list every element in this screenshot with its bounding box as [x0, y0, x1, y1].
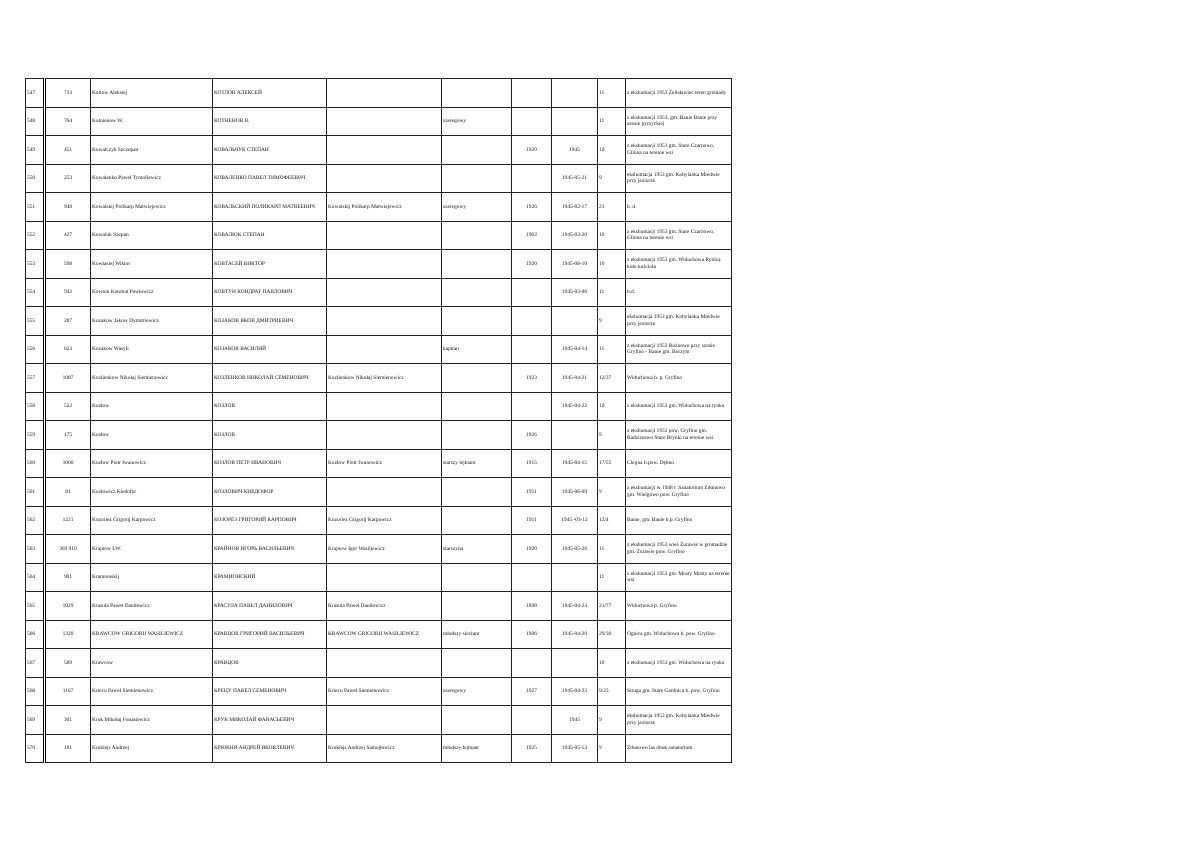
cell-notes: z ekshumacji 1953 gm. Widuchowa Rynica koło kościoła: [626, 250, 732, 279]
table-row: [26, 563, 732, 592]
cell-name-polish-full: [327, 392, 442, 421]
cell-name-polish-full: [327, 307, 442, 336]
cell-row-number: 558: [26, 392, 45, 421]
cell-name-russian: КОВТУН КОНДРАТ ПАВЛОВИЧ: [213, 278, 327, 307]
cell-row-number: 561: [26, 478, 45, 507]
cell-record-number: 101: [45, 734, 91, 763]
cell-name-polish: Kozłow: [91, 392, 213, 421]
table-row: [26, 335, 732, 364]
cell-row-number: 548: [26, 107, 45, 136]
cell-name-polish: Kowaluk Szepan: [91, 221, 213, 250]
cell-record-number: 522: [45, 392, 91, 421]
cell-birth-year: 1926: [512, 421, 552, 450]
cell-birth-year: [512, 278, 552, 307]
cell-military-rank: [442, 221, 512, 250]
cell-death-date: [552, 649, 598, 678]
cell-record-number: 1087: [45, 364, 91, 393]
table-row: [26, 506, 732, 535]
table-row: [26, 592, 732, 621]
cell-name-polish-full: [327, 164, 442, 193]
table-row: [26, 620, 732, 649]
cell-name-polish: Kriecu Paweł Siemienowicz: [91, 677, 213, 706]
cell-notes: b. d.: [626, 193, 732, 222]
cell-record-number: 1221: [45, 506, 91, 535]
cell-notes: z ekshumacji 1953 gm. Widuchowa na rynku: [626, 392, 732, 421]
cell-birth-year: 1898: [512, 592, 552, 621]
cell-name-russian: КОЗАКОВ ВАСИЛИЙ: [213, 335, 327, 364]
cell-birth-year: 1920: [512, 250, 552, 279]
cell-military-rank: szeregowy: [442, 193, 512, 222]
cell-name-polish-full: [327, 335, 442, 364]
cell-military-rank: [442, 706, 512, 735]
cell-name-russian: КОЗЛОВ ПЕТР ИВАНОВИЧ: [213, 449, 327, 478]
cell-birth-year: [512, 392, 552, 421]
cell-death-date: 1945 -03-12: [552, 506, 598, 535]
cell-row-number: 553: [26, 250, 45, 279]
cell-record-number: 764: [45, 107, 91, 136]
cell-row-number: 556: [26, 335, 45, 364]
cell-name-polish-full: [327, 478, 442, 507]
cell-birth-year: 1920: [512, 136, 552, 165]
cell-name-polish-full: [327, 107, 442, 136]
cell-notes: z ekshumacji 1953 wieś Żurawie w gromadzie gm. Żurawie pow. Gryfino: [626, 535, 732, 564]
cell-row-number: 552: [26, 221, 45, 250]
cell-row-number: 570: [26, 734, 45, 763]
cell-record-number: 301: [45, 706, 91, 735]
cell-name-polish: Kotlow Aleksiej: [91, 79, 213, 108]
cell-row-number: 566: [26, 620, 45, 649]
cell-row-number: 568: [26, 677, 45, 706]
cell-name-polish: Kowalskij Polikarp Matwiejewicz: [91, 193, 213, 222]
cell-record-number: 1167: [45, 677, 91, 706]
cell-record-number: 451: [45, 136, 91, 165]
cell-grave-number: 10: [598, 250, 626, 279]
table-row: [26, 193, 732, 222]
cell-military-rank: [442, 649, 512, 678]
cell-row-number: 567: [26, 649, 45, 678]
cell-name-polish: Kozoriez Grigorij Karpowicz: [91, 506, 213, 535]
cell-notes: Widuchowa p. Gryfino: [626, 592, 732, 621]
table-row: [26, 107, 732, 136]
cell-name-polish-full: [327, 221, 442, 250]
cell-death-date: [552, 79, 598, 108]
cell-birth-year: [512, 164, 552, 193]
table-row: [26, 250, 732, 279]
cell-notes: z ekshumacji 1953, gm. Banie Banie przy szosie pyrzyckiej: [626, 107, 732, 136]
cell-birth-year: 1923: [512, 364, 552, 393]
cell-record-number: 427: [45, 221, 91, 250]
cell-notes: z ekshumacji 1953 gm. Stare Czarnowo, Glinna na terenie wsi: [626, 221, 732, 250]
cell-name-polish-full: [327, 136, 442, 165]
cell-grave-number: 10: [598, 136, 626, 165]
table-row: [26, 535, 732, 564]
cell-death-date: 1945-04-24: [552, 592, 598, 621]
cell-name-polish: Kozłow Piotr Iwanowicz: [91, 449, 213, 478]
cell-notes: z ekshumacji w 1948 r. Sanatorium Zdunowo gm. Wielgowo pow. Gryfino: [626, 478, 732, 507]
cell-grave-number: 11: [598, 107, 626, 136]
cell-notes: ekshumacja 1953 gm. Kobylanka Miedwie przy jeziorze: [626, 706, 732, 735]
cell-birth-year: 1911: [512, 506, 552, 535]
cell-name-polish-full: [327, 421, 442, 450]
cell-birth-year: [512, 335, 552, 364]
cell-grave-number: 11: [598, 335, 626, 364]
cell-grave-number: 12/4: [598, 506, 626, 535]
cell-death-date: 1945-04-15: [552, 449, 598, 478]
cell-record-number: 598: [45, 250, 91, 279]
cell-row-number: 569: [26, 706, 45, 735]
cell-record-number: 942: [45, 278, 91, 307]
cell-name-polish-full: [327, 278, 442, 307]
cell-death-date: 1945-04-22: [552, 392, 598, 421]
cell-military-rank: [442, 307, 512, 336]
cell-row-number: 547: [26, 79, 45, 108]
cell-row-number: 559: [26, 421, 45, 450]
cell-notes: z ekshumacji 1953 gm. Widuchowa na rynku: [626, 649, 732, 678]
cell-military-rank: szeregowy: [442, 107, 512, 136]
cell-name-russian: КРАВЦОВ: [213, 649, 327, 678]
cell-death-date: 1945-03-06: [552, 278, 598, 307]
cell-death-date: 1945-06-09: [552, 478, 598, 507]
cell-record-number: 589: [45, 649, 91, 678]
cell-birth-year: 1911: [512, 478, 552, 507]
cell-name-russian: КОЗОРЕЗ ГРИГОРИЙ КАРПОВИЧ: [213, 506, 327, 535]
cell-name-polish-full: Krasula Paweł Daniłowicz: [327, 592, 442, 621]
cell-name-russian: КОЗЛОВ: [213, 421, 327, 450]
cell-name-polish: Kowalenko Paweł Tymofiewicz: [91, 164, 213, 193]
cell-birth-year: 1926: [512, 193, 552, 222]
cell-name-polish-full: Kriecu Paweł Siemienowicz: [327, 677, 442, 706]
table-row: [26, 449, 732, 478]
cell-notes: b.d.: [626, 278, 732, 307]
cell-grave-number: 12/37: [598, 364, 626, 393]
cell-row-number: 560: [26, 449, 45, 478]
cell-notes: Struga gm. Stare Gardnica b. pow. Gryfino: [626, 677, 732, 706]
cell-military-rank: szeregowy: [442, 677, 512, 706]
cell-name-russian: КОЗЛОВИЧ КИЕДОФОР: [213, 478, 327, 507]
table-row: [26, 478, 732, 507]
cell-grave-number: 11: [598, 563, 626, 592]
cell-name-polish-full: [327, 563, 442, 592]
cell-birth-year: [512, 649, 552, 678]
cell-name-russian: КОВАЛЕНКО ПАВЕЛ ТИМОФЕЕВИЧ: [213, 164, 327, 193]
cell-grave-number: 9: [598, 706, 626, 735]
cell-name-russian: КРЮКНЯ АНДРЕЙ ЯКОВЛЕВИЧ: [213, 734, 327, 763]
table-row: [26, 164, 732, 193]
cell-grave-number: 21: [598, 193, 626, 222]
cell-death-date: [552, 107, 598, 136]
cell-military-rank: [442, 421, 512, 450]
cell-birth-year: [512, 107, 552, 136]
cell-birth-year: [512, 563, 552, 592]
cell-military-rank: młodszy sierżant: [442, 620, 512, 649]
cell-birth-year: 1920: [512, 535, 552, 564]
cell-military-rank: [442, 250, 512, 279]
cell-grave-number: 9: [598, 734, 626, 763]
cell-death-date: 1945: [552, 706, 598, 735]
cell-military-rank: [442, 364, 512, 393]
cell-military-rank: [442, 79, 512, 108]
cell-name-russian: КРАВЦОВ ГРИГОРИЙ ВАСИЛЬЕВИЧ: [213, 620, 327, 649]
cell-name-polish: Kowalczyk Szczepan: [91, 136, 213, 165]
cell-row-number: 557: [26, 364, 45, 393]
cell-birth-year: 1925: [512, 734, 552, 763]
cell-name-polish: Kozakow Jakow Dymitriewicz: [91, 307, 213, 336]
register-rows: [26, 79, 732, 763]
cell-military-rank: starszy lejtnant: [442, 449, 512, 478]
cell-notes: ekshumacja 1953 gm. Kobylanka Miedwie przy jeziorze: [626, 164, 732, 193]
cell-name-polish-full: Kozlienkow Nikołaj Siemienowicz: [327, 364, 442, 393]
cell-name-polish: Krajnow I.W.: [91, 535, 213, 564]
table-row: [26, 706, 732, 735]
cell-name-polish: Kruk Mikołaj Funasiewicz: [91, 706, 213, 735]
cell-military-rank: [442, 278, 512, 307]
cell-name-russian: КОВАЛЬСКИЙ ПОЛИКАРП МАТВЕЕВИЧ: [213, 193, 327, 222]
cell-death-date: [552, 563, 598, 592]
cell-notes: Chojna b.pow. Dębno: [626, 449, 732, 478]
cell-birth-year: 1915: [512, 449, 552, 478]
cell-military-rank: [442, 392, 512, 421]
cell-grave-number: 11: [598, 535, 626, 564]
cell-record-number: 948: [45, 193, 91, 222]
cell-name-polish-full: KRAWCOW GRIGORIJ WASILIEWICZ: [327, 620, 442, 649]
cell-name-polish: Kruklejs Andrzej: [91, 734, 213, 763]
cell-name-polish-full: [327, 250, 442, 279]
cell-name-polish-full: Krajnow Igor Wasiljewicz: [327, 535, 442, 564]
cell-grave-number: 9/23: [598, 677, 626, 706]
cell-death-date: 1945-04-14: [552, 335, 598, 364]
cell-notes: Zdunowo las obok sanatorium: [626, 734, 732, 763]
cell-record-number: 623: [45, 335, 91, 364]
cell-name-polish-full: Kozoriez Grigorij Karpowicz: [327, 506, 442, 535]
cell-name-russian: КРАМИОНСКИЙ: [213, 563, 327, 592]
cell-grave-number: 10: [598, 649, 626, 678]
cell-military-rank: młodszy lejtnant: [442, 734, 512, 763]
cell-row-number: 563: [26, 535, 45, 564]
burial-register-table: [25, 78, 732, 763]
cell-notes: z ekshumacji 1953 pow. Gryfino gm. Radziszewo Stare Brynki na terenie wsi: [626, 421, 732, 450]
cell-notes: ekshumacja 1953 gm. Kobylanka Miedwie przy jeziorze: [626, 307, 732, 336]
cell-grave-number: 29/30: [598, 620, 626, 649]
table-row: [26, 734, 732, 763]
table-row: [26, 649, 732, 678]
cell-name-russian: КОВАЛЬЧУК СТЕПАН: [213, 136, 327, 165]
cell-grave-number: 9: [598, 307, 626, 336]
cell-notes: z ekshumacji 1953 gm. Mosty Mosty na terenie wsi: [626, 563, 732, 592]
cell-military-rank: [442, 478, 512, 507]
cell-name-russian: КОЗЛЕНКОВ НИКОЛАЙ СЕМЕНОВИЧ: [213, 364, 327, 393]
cell-record-number: 1029: [45, 592, 91, 621]
cell-name-polish: Kowtun Kondrat Pawłowicz: [91, 278, 213, 307]
cell-name-polish-full: Kozłow Piotr Iwanowicz: [327, 449, 442, 478]
cell-row-number: 555: [26, 307, 45, 336]
cell-notes: Banie, gm. Banie b.p. Gryfino: [626, 506, 732, 535]
cell-name-polish-full: Kowalskij Polikarp Matwiejewicz: [327, 193, 442, 222]
cell-birth-year: [512, 79, 552, 108]
cell-military-rank: [442, 506, 512, 535]
table-row: [26, 421, 732, 450]
cell-row-number: 550: [26, 164, 45, 193]
cell-name-polish-full: [327, 706, 442, 735]
cell-record-number: 369 910: [45, 535, 91, 564]
cell-grave-number: 9: [598, 478, 626, 507]
cell-row-number: 551: [26, 193, 45, 222]
cell-military-rank: [442, 563, 512, 592]
cell-row-number: 564: [26, 563, 45, 592]
table-row: [26, 677, 732, 706]
cell-name-polish: KRAWCOW GRIGORIJ WASILIEWICZ: [91, 620, 213, 649]
cell-name-russian: КРЕЦУ ПАВЕЛ СЕМЕНОВИЧ: [213, 677, 327, 706]
cell-birth-year: [512, 706, 552, 735]
cell-row-number: 549: [26, 136, 45, 165]
cell-death-date: 1945-08-10: [552, 250, 598, 279]
cell-row-number: 554: [26, 278, 45, 307]
cell-row-number: 565: [26, 592, 45, 621]
cell-notes: Widuchowa b. p. Gryfino: [626, 364, 732, 393]
cell-death-date: 1945-04-20: [552, 620, 598, 649]
cell-name-russian: КРУК МИКОЛАЙ ФАНАСЬЕВИЧ: [213, 706, 327, 735]
cell-name-russian: КОВТАСЕЙ ВИКТОР: [213, 250, 327, 279]
cell-death-date: 1945-04-21: [552, 364, 598, 393]
cell-name-polish-full: [327, 649, 442, 678]
cell-name-russian: КОТНЕНОВ В.: [213, 107, 327, 136]
cell-death-date: 1945: [552, 136, 598, 165]
cell-birth-year: [512, 307, 552, 336]
cell-name-polish: Krawcow: [91, 649, 213, 678]
cell-name-polish: Kozłow: [91, 421, 213, 450]
cell-death-date: [552, 421, 598, 450]
cell-grave-number: 17/55: [598, 449, 626, 478]
cell-record-number: 175: [45, 421, 91, 450]
cell-name-russian: КРАЙНОВ ИГОРЬ ВАСИЛЬЕВИЧ: [213, 535, 327, 564]
cell-name-russian: КОЗЛОВ: [213, 392, 327, 421]
cell-death-date: 1945-05-26: [552, 535, 598, 564]
cell-record-number: 81: [45, 478, 91, 507]
cell-death-date: 1945-05-21: [552, 164, 598, 193]
cell-death-date: 1945-02-17: [552, 193, 598, 222]
cell-row-number: 562: [26, 506, 45, 535]
table-row: [26, 364, 732, 393]
cell-birth-year: 1902: [512, 221, 552, 250]
cell-birth-year: 1927: [512, 677, 552, 706]
table-row: [26, 136, 732, 165]
cell-name-polish: Kozłowicz Kiedofor: [91, 478, 213, 507]
cell-name-polish-full: [327, 79, 442, 108]
cell-name-russian: КОТЛОВ АЛЕКСЕЙ: [213, 79, 327, 108]
cell-record-number: 253: [45, 164, 91, 193]
cell-name-russian: КОВАЛЮК СТЕПАН: [213, 221, 327, 250]
cell-name-polish: Kozlienkow Nikołaj Siemienowicz: [91, 364, 213, 393]
cell-grave-number: 11: [598, 278, 626, 307]
cell-name-polish: Kramionskij: [91, 563, 213, 592]
cell-military-rank: starszyna: [442, 535, 512, 564]
cell-notes: z ekshumacji 1953 Rożnowo przy szosie Gryfino - Banie gm. Borzym: [626, 335, 732, 364]
table-row: [26, 79, 732, 108]
table-row: [26, 307, 732, 336]
cell-name-polish-full: Kruklejs Andrzej Samojłowicz: [327, 734, 442, 763]
cell-military-rank: [442, 592, 512, 621]
cell-name-polish: Kowtasiej Wiktor: [91, 250, 213, 279]
cell-name-polish: Krasula Paweł Daniłowicz: [91, 592, 213, 621]
cell-grave-number: 9: [598, 164, 626, 193]
table-row: [26, 221, 732, 250]
cell-military-rank: kapitan: [442, 335, 512, 364]
cell-name-russian: КРАСУЛА ПАВЕЛ ДАНИЛОВИЧ: [213, 592, 327, 621]
cell-name-polish: Kozakow Wasyli: [91, 335, 213, 364]
cell-record-number: 901: [45, 563, 91, 592]
cell-record-number: 733: [45, 79, 91, 108]
cell-record-number: 1320: [45, 620, 91, 649]
cell-notes: Ognica gm. Widuchowa b. pow. Gryfino: [626, 620, 732, 649]
cell-grave-number: 10: [598, 221, 626, 250]
cell-record-number: 287: [45, 307, 91, 336]
cell-record-number: 1060: [45, 449, 91, 478]
cell-grave-number: 9: [598, 421, 626, 450]
cell-notes: z ekshumacji 1953 Żelisławiec teren gromady: [626, 79, 732, 108]
cell-death-date: 1945-04-23: [552, 677, 598, 706]
cell-name-polish: Kotnienow W.: [91, 107, 213, 136]
cell-military-rank: [442, 164, 512, 193]
cell-grave-number: 10: [598, 392, 626, 421]
cell-death-date: 1945-05-13: [552, 734, 598, 763]
cell-birth-year: 1906: [512, 620, 552, 649]
cell-grave-number: 11: [598, 79, 626, 108]
table-row: [26, 278, 732, 307]
cell-grave-number: 21/77: [598, 592, 626, 621]
table-row: [26, 392, 732, 421]
cell-death-date: [552, 307, 598, 336]
cell-notes: z ekshumacji 1953 gm. Stare Czarnowo, Glinna na terenie wsi: [626, 136, 732, 165]
cell-death-date: 1945-03-20: [552, 221, 598, 250]
cell-military-rank: [442, 136, 512, 165]
cell-name-russian: КОЗАКОВ ЯКОВ ДМИТРИЕВИЧ: [213, 307, 327, 336]
